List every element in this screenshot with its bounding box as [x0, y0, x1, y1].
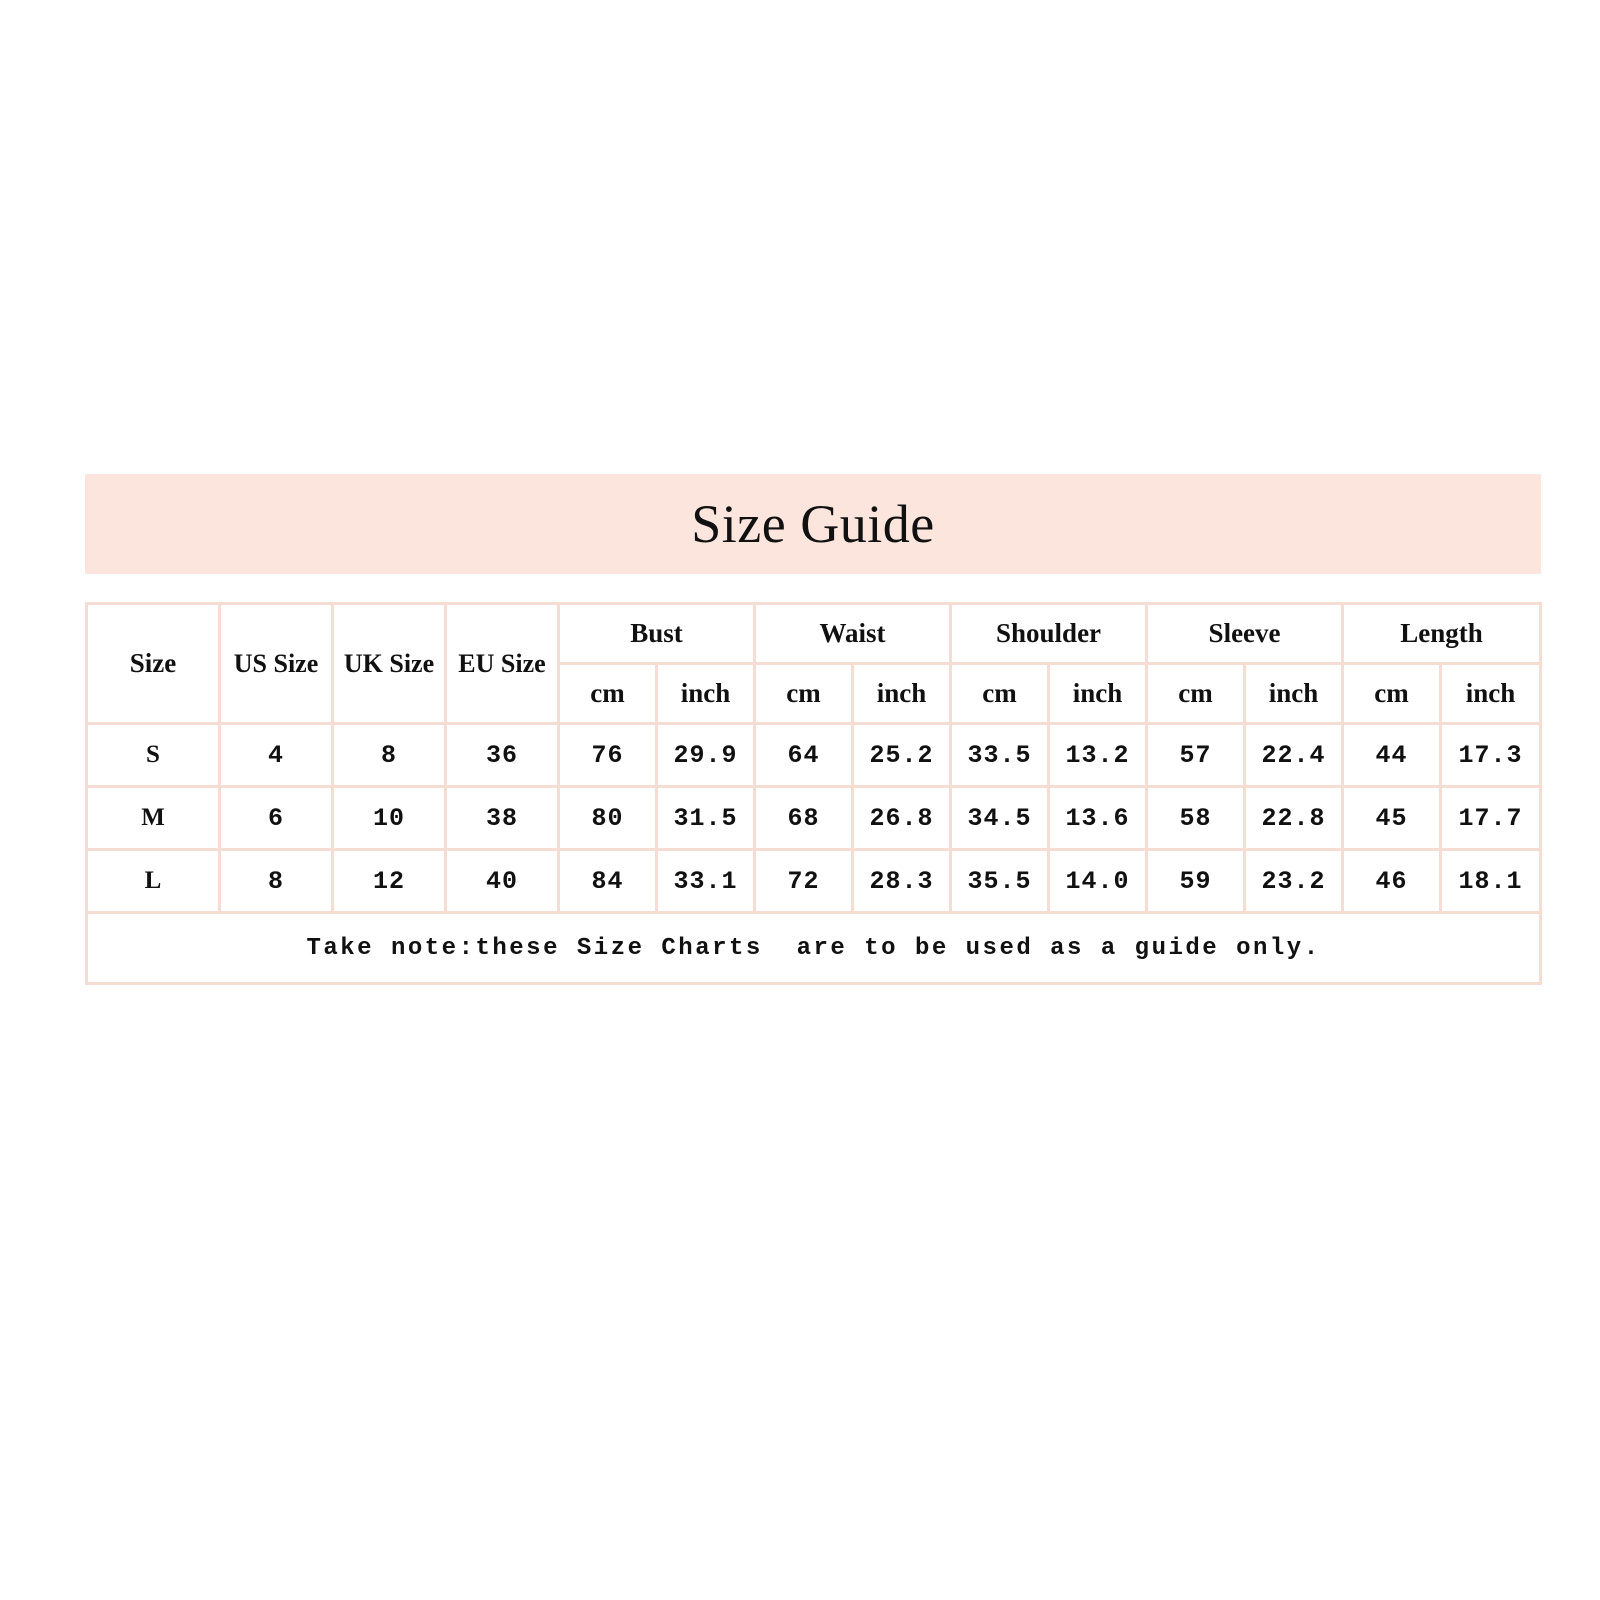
size-chart-table	[85, 602, 1542, 985]
header-length-cm: cm	[1343, 664, 1441, 724]
cell-sleeve-inch: 23.2	[1245, 850, 1343, 913]
page-title: Size Guide	[691, 494, 935, 554]
header-us-size: US Size	[220, 604, 333, 724]
cell-waist-cm: 68	[755, 787, 853, 850]
header-bust: Bust	[559, 604, 755, 664]
note-row	[87, 913, 1541, 984]
header-length: Length	[1343, 604, 1541, 664]
header-shoulder: Shoulder	[951, 604, 1147, 664]
header-waist-cm: cm	[755, 664, 853, 724]
cell-length-cm: 44	[1343, 724, 1441, 787]
cell-waist-cm: 64	[755, 724, 853, 787]
cell-eu-size: 40	[446, 850, 559, 913]
size-guide-banner	[85, 474, 1541, 574]
cell-sleeve-cm: 59	[1147, 850, 1245, 913]
cell-waist-cm: 72	[755, 850, 853, 913]
cell-us-size: 6	[220, 787, 333, 850]
cell-size: S	[87, 724, 220, 787]
cell-shoulder-inch: 13.2	[1049, 724, 1147, 787]
header-bust-inch: inch	[657, 664, 755, 724]
cell-uk-size: 8	[333, 724, 446, 787]
header-waist: Waist	[755, 604, 951, 664]
cell-us-size: 4	[220, 724, 333, 787]
header-sleeve: Sleeve	[1147, 604, 1343, 664]
cell-length-inch: 18.1	[1441, 850, 1541, 913]
cell-us-size: 8	[220, 850, 333, 913]
table-row	[87, 850, 1541, 913]
cell-sleeve-inch: 22.4	[1245, 724, 1343, 787]
cell-length-inch: 17.7	[1441, 787, 1541, 850]
cell-sleeve-cm: 57	[1147, 724, 1245, 787]
cell-bust-cm: 76	[559, 724, 657, 787]
cell-length-inch: 17.3	[1441, 724, 1541, 787]
cell-length-cm: 45	[1343, 787, 1441, 850]
cell-uk-size: 12	[333, 850, 446, 913]
cell-shoulder-cm: 34.5	[951, 787, 1049, 850]
cell-sleeve-cm: 58	[1147, 787, 1245, 850]
header-sleeve-inch: inch	[1245, 664, 1343, 724]
cell-size: L	[87, 850, 220, 913]
header-sleeve-cm: cm	[1147, 664, 1245, 724]
header-size: Size	[87, 604, 220, 724]
cell-eu-size: 38	[446, 787, 559, 850]
table-row	[87, 724, 1541, 787]
cell-shoulder-cm: 35.5	[951, 850, 1049, 913]
size-chart-note: Take note:these Size Charts are to be used as a guide only.	[87, 913, 1541, 984]
cell-bust-inch: 31.5	[657, 787, 755, 850]
header-row	[87, 604, 1541, 664]
header-shoulder-cm: cm	[951, 664, 1049, 724]
cell-shoulder-cm: 33.5	[951, 724, 1049, 787]
cell-bust-inch: 33.1	[657, 850, 755, 913]
cell-length-cm: 46	[1343, 850, 1441, 913]
cell-sleeve-inch: 22.8	[1245, 787, 1343, 850]
cell-waist-inch: 25.2	[853, 724, 951, 787]
cell-shoulder-inch: 13.6	[1049, 787, 1147, 850]
header-eu-size: EU Size	[446, 604, 559, 724]
cell-bust-inch: 29.9	[657, 724, 755, 787]
cell-bust-cm: 80	[559, 787, 657, 850]
table-row	[87, 787, 1541, 850]
cell-uk-size: 10	[333, 787, 446, 850]
header-uk-size: UK Size	[333, 604, 446, 724]
header-waist-inch: inch	[853, 664, 951, 724]
cell-shoulder-inch: 14.0	[1049, 850, 1147, 913]
cell-eu-size: 36	[446, 724, 559, 787]
cell-waist-inch: 28.3	[853, 850, 951, 913]
cell-bust-cm: 84	[559, 850, 657, 913]
header-length-inch: inch	[1441, 664, 1541, 724]
header-shoulder-inch: inch	[1049, 664, 1147, 724]
cell-size: M	[87, 787, 220, 850]
header-bust-cm: cm	[559, 664, 657, 724]
cell-waist-inch: 26.8	[853, 787, 951, 850]
